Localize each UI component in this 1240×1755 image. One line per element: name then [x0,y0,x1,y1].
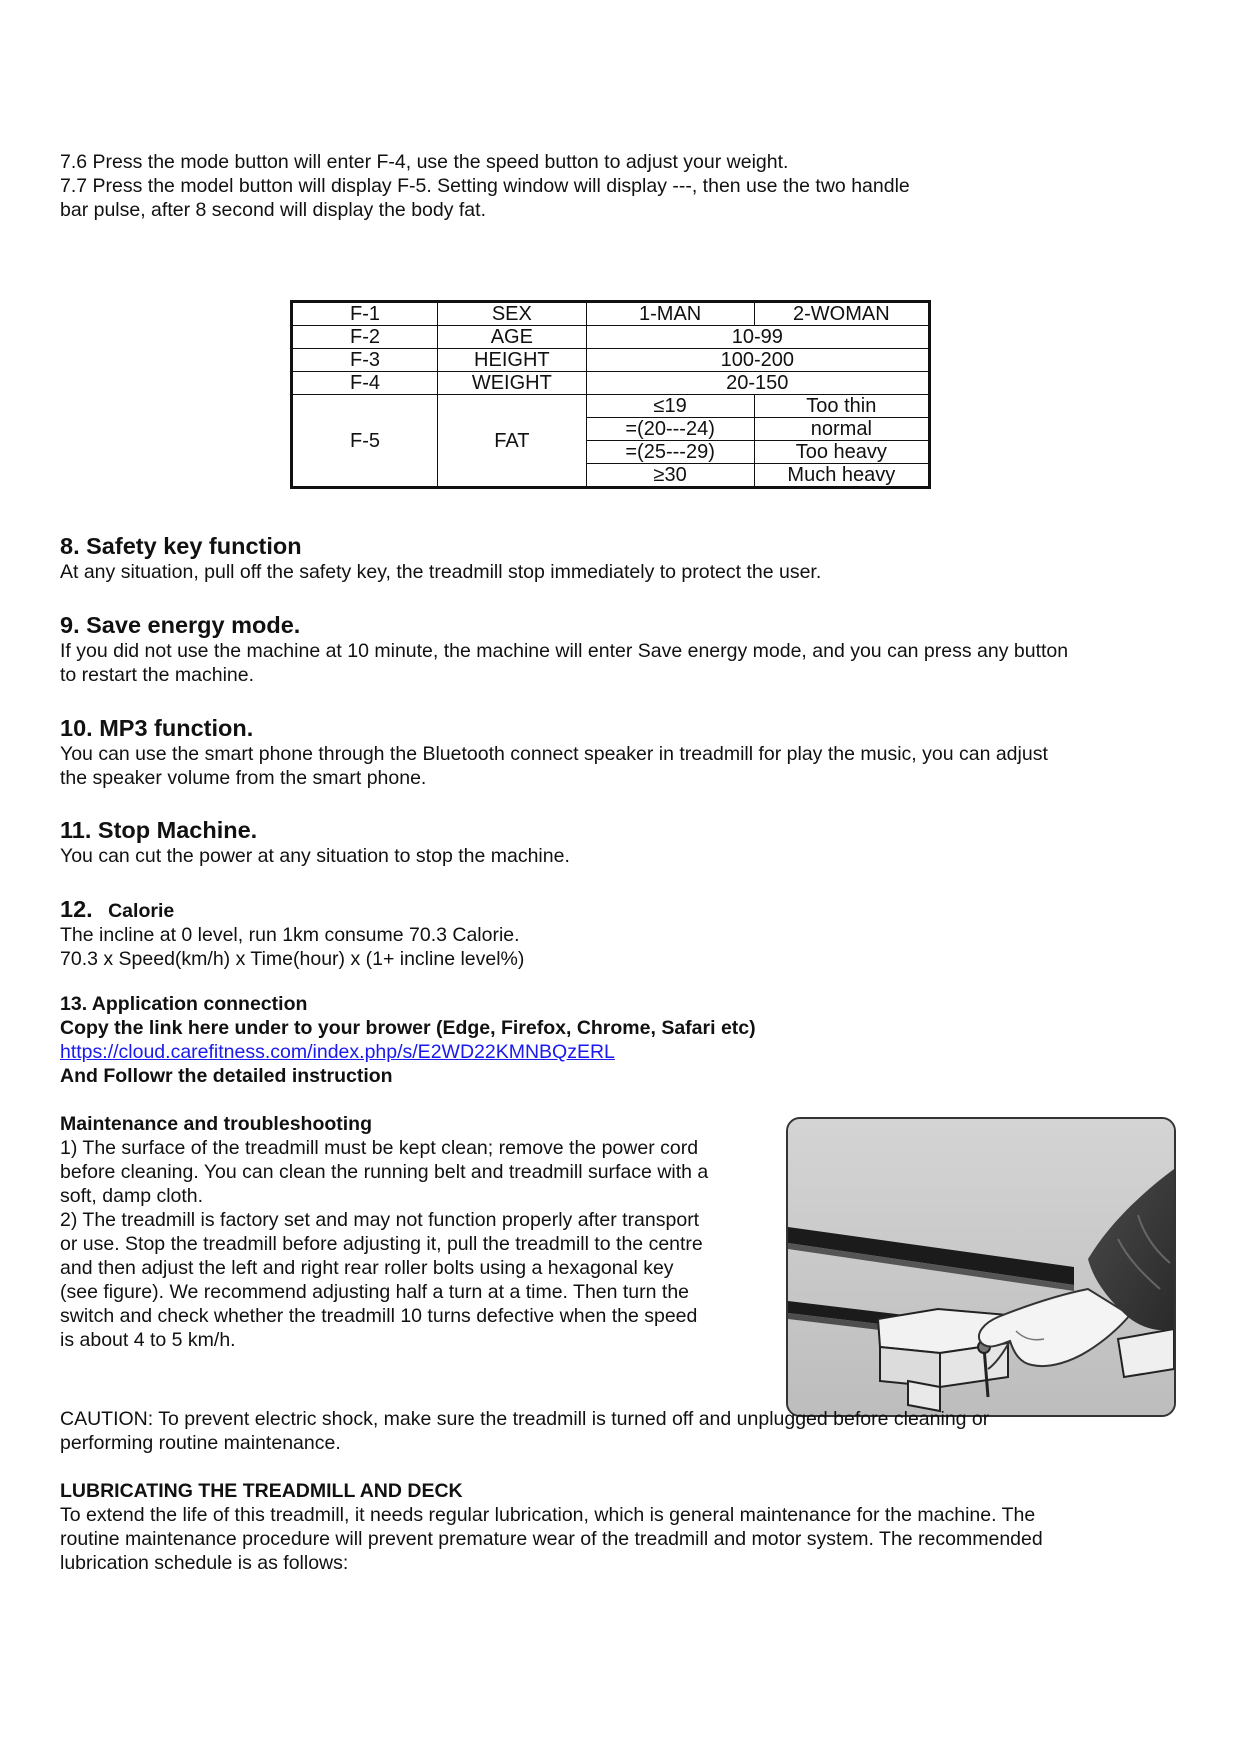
maintenance-line: and then adjust the left and right rear roller bolts using a hexagonal key [60,1257,674,1279]
section-12 [60,895,1180,971]
step-7-6: 7.6 Press the mode button will enter F-4, use the speed button to adjust your weight. [60,151,789,173]
table-row [292,395,930,418]
table-cell-range: 100-200 [586,349,929,372]
table-cell-name: AGE [438,326,587,349]
table-cell-code: F-5 [292,395,438,488]
section-body: And Followr the detailed instruction [60,1065,393,1087]
maintenance-line: or use. Stop the treadmill before adjusting it, pull the treadmill to the centre [60,1233,703,1255]
section-8 [60,532,1180,584]
table-cell-code: F-2 [292,326,438,349]
section-body: You can use the smart phone through the Bluetooth connect speaker in treadmill for play the music, you can adjust [60,743,1048,765]
maintenance-line: is about 4 to 5 km/h. [60,1329,236,1351]
section-9 [60,611,1180,687]
section-heading: 10. MP3 function. [60,715,254,741]
table-row [292,302,930,326]
section-heading: LUBRICATING THE TREADMILL AND DECK [60,1480,463,1502]
section-body: 70.3 x Speed(km/h) x Time(hour) x (1+ incline level%) [60,948,525,970]
section-heading: 11. Stop Machine. [60,817,258,843]
section-heading: 13. Application connection [60,993,308,1015]
table-cell-name: FAT [438,395,587,488]
table-cell-range: 10-99 [586,326,929,349]
table-row [292,326,930,349]
table-row [292,349,930,372]
table-cell-code: F-4 [292,372,438,395]
lubricating-text: lubrication schedule is as follows: [60,1552,349,1574]
section-body: You can cut the power at any situation to stop the machine. [60,845,570,867]
fat-level-value: ≥30 [586,464,754,488]
maintenance-line: switch and check whether the treadmill 10 turns defective when the speed [60,1305,698,1327]
table-cell-code: F-3 [292,349,438,372]
section-13 [60,992,1180,1088]
section-heading: 9. Save energy mode. [60,612,301,638]
maintenance-line: (see figure). We recommend adjusting half a turn at a time. Then turn the [60,1281,690,1303]
section-title: Calorie [108,900,175,922]
section-heading: Maintenance and troubleshooting [60,1113,373,1135]
caution-text: performing routine maintenance. [60,1432,341,1454]
app-download-link[interactable]: https://cloud.carefitness.com/index.php/s/E2WD22KMNBQzERL [60,1041,615,1063]
table-cell-name: SEX [438,302,587,326]
fat-level-value: =(20---24) [586,418,754,441]
maintenance-line: soft, damp cloth. [60,1185,204,1207]
lubricating-section [60,1479,1180,1575]
section-heading: 8. Safety key function [60,533,302,559]
table-row [292,372,930,395]
maintenance-line: 1) The surface of the treadmill must be kept clean; remove the power cord [60,1137,699,1159]
caution-text: CAUTION: To prevent electric shock, make sure the treadmill is turned off and unplugged before cleaning or [60,1408,990,1430]
maintenance-section [60,1112,780,1352]
table-cell-name: HEIGHT [438,349,587,372]
intro-block [60,150,1180,222]
section-body: Copy the link here under to your brower (Edge, Firefox, Chrome, Safari etc) [60,1017,756,1039]
fat-level-value: ≤19 [586,395,754,418]
section-body: The incline at 0 level, run 1km consume 70.3 Calorie. [60,924,520,946]
fat-level-label: normal [754,418,929,441]
table-cell-value: 1-MAN [586,302,754,326]
lubricating-text: routine maintenance procedure will prevent premature wear of the treadmill and motor system. The recommended [60,1528,1043,1550]
roller-adjust-figure [786,1117,1176,1417]
function-table-wrap [290,300,931,489]
fat-level-label: Too heavy [754,441,929,464]
table-cell-code: F-1 [292,302,438,326]
lubricating-text: To extend the life of this treadmill, it needs regular lubrication, which is general maintenance for the machine. The [60,1504,1036,1526]
section-heading [60,895,1180,923]
section-body: to restart the machine. [60,664,255,686]
section-body: At any situation, pull off the safety key, the treadmill stop immediately to protect the user. [60,561,822,583]
maintenance-line: 2) The treadmill is factory set and may not function properly after transport [60,1209,700,1231]
section-10 [60,714,1180,790]
fat-level-label: Much heavy [754,464,929,488]
function-table [290,300,931,489]
step-7-7: 7.7 Press the model button will display F-5. Setting window will display ---, then use the two handle [60,175,910,197]
maintenance-line: before cleaning. You can clean the running belt and treadmill surface with a [60,1161,709,1183]
section-11 [60,816,1180,868]
table-cell-value: 2-WOMAN [754,302,929,326]
table-cell-name: WEIGHT [438,372,587,395]
fat-level-label: Too thin [754,395,929,418]
caution-block [60,1407,1180,1455]
section-number: 12. [60,896,93,922]
table-cell-range: 20-150 [586,372,929,395]
roller-adjust-illustration [788,1119,1174,1415]
fat-level-value: =(25---29) [586,441,754,464]
section-body: the speaker volume from the smart phone. [60,767,427,789]
section-body: If you did not use the machine at 10 minute, the machine will enter Save energy mode, and you can press any button [60,640,1069,662]
step-7-7-cont: bar pulse, after 8 second will display the body fat. [60,199,486,221]
